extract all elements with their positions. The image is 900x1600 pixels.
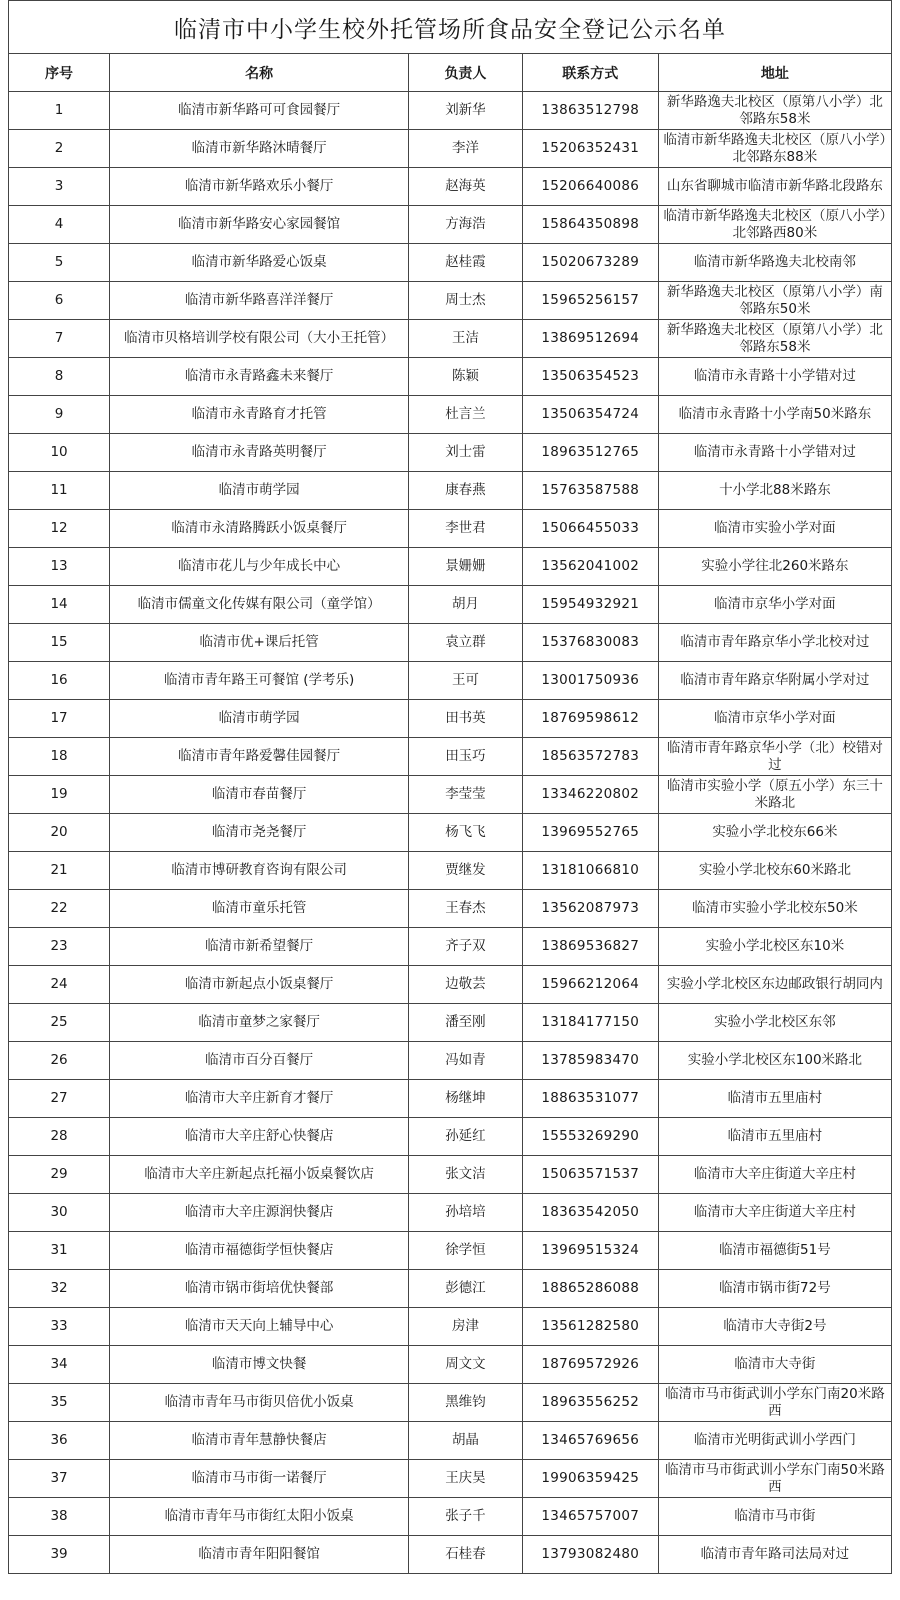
table-row xyxy=(9,282,892,320)
cell-no: 36 xyxy=(9,1422,110,1460)
cell-address: 临清市大寺街 xyxy=(658,1346,891,1384)
cell-name: 临清市新希望餐厅 xyxy=(110,928,409,966)
cell-no: 7 xyxy=(9,320,110,358)
cell-address: 新华路逸夫北校区（原第八小学）南邻路东50米 xyxy=(658,282,891,320)
header-address: 地址 xyxy=(658,54,891,92)
table-row xyxy=(9,1232,892,1270)
cell-name: 临清市青年阳阳餐馆 xyxy=(110,1536,409,1574)
cell-no: 33 xyxy=(9,1308,110,1346)
registration-table xyxy=(8,0,892,1574)
cell-person: 王洁 xyxy=(409,320,522,358)
cell-person: 李莹莹 xyxy=(409,776,522,814)
cell-name: 临清市青年马市街红太阳小饭桌 xyxy=(110,1498,409,1536)
cell-no: 16 xyxy=(9,662,110,700)
cell-person: 田玉巧 xyxy=(409,738,522,776)
cell-person: 徐学恒 xyxy=(409,1232,522,1270)
cell-phone: 18363542050 xyxy=(522,1194,658,1232)
table-row xyxy=(9,1080,892,1118)
cell-phone: 13346220802 xyxy=(522,776,658,814)
cell-address: 临清市锅市街72号 xyxy=(658,1270,891,1308)
document-page xyxy=(8,0,892,1600)
cell-address: 临清市大寺街2号 xyxy=(658,1308,891,1346)
cell-name: 临清市青年马市街贝倍优小饭桌 xyxy=(110,1384,409,1422)
cell-no: 17 xyxy=(9,700,110,738)
cell-no: 30 xyxy=(9,1194,110,1232)
table-row xyxy=(9,1156,892,1194)
cell-name: 临清市萌学园 xyxy=(110,700,409,738)
cell-name: 临清市青年路王可餐馆 (学考乐) xyxy=(110,662,409,700)
table-row xyxy=(9,966,892,1004)
table-row xyxy=(9,244,892,282)
cell-phone: 15063571537 xyxy=(522,1156,658,1194)
cell-no: 37 xyxy=(9,1460,110,1498)
cell-no: 25 xyxy=(9,1004,110,1042)
cell-address: 临清市马市街武训小学东门南50米路西 xyxy=(658,1460,891,1498)
cell-name: 临清市永青路鑫未来餐厅 xyxy=(110,358,409,396)
cell-phone: 13793082480 xyxy=(522,1536,658,1574)
cell-address: 临清市京华小学对面 xyxy=(658,700,891,738)
cell-phone: 13506354724 xyxy=(522,396,658,434)
cell-address: 新华路逸夫北校区（原第八小学）北邻路东58米 xyxy=(658,320,891,358)
cell-address: 实验小学北校区东邻 xyxy=(658,1004,891,1042)
cell-person: 边敬芸 xyxy=(409,966,522,1004)
table-row xyxy=(9,1118,892,1156)
cell-phone: 15020673289 xyxy=(522,244,658,282)
table-row xyxy=(9,890,892,928)
table-row xyxy=(9,928,892,966)
cell-person: 刘新华 xyxy=(409,92,522,130)
cell-no: 23 xyxy=(9,928,110,966)
cell-name: 临清市青年慧静快餐店 xyxy=(110,1422,409,1460)
cell-address: 临清市永青路十小学南50米路东 xyxy=(658,396,891,434)
cell-name: 临清市新华路欢乐小餐厅 xyxy=(110,168,409,206)
cell-phone: 13863512798 xyxy=(522,92,658,130)
cell-phone: 15966212064 xyxy=(522,966,658,1004)
cell-no: 10 xyxy=(9,434,110,472)
table-row xyxy=(9,1422,892,1460)
cell-address: 临清市实验小学对面 xyxy=(658,510,891,548)
table-row xyxy=(9,1004,892,1042)
cell-person: 张子千 xyxy=(409,1498,522,1536)
cell-phone: 13562041002 xyxy=(522,548,658,586)
cell-phone: 13184177150 xyxy=(522,1004,658,1042)
cell-no: 18 xyxy=(9,738,110,776)
cell-phone: 13561282580 xyxy=(522,1308,658,1346)
cell-address: 新华路逸夫北校区（原第八小学）北邻路东58米 xyxy=(658,92,891,130)
cell-address: 临清市实验小学北校东50米 xyxy=(658,890,891,928)
table-row xyxy=(9,1270,892,1308)
cell-address: 临清市新华路逸夫北校区（原八小学）北邻路西80米 xyxy=(658,206,891,244)
cell-name: 临清市永青路英明餐厅 xyxy=(110,434,409,472)
cell-person: 房津 xyxy=(409,1308,522,1346)
cell-no: 6 xyxy=(9,282,110,320)
cell-phone: 15965256157 xyxy=(522,282,658,320)
cell-address: 临清市永青路十小学错对过 xyxy=(658,434,891,472)
table-row xyxy=(9,1460,892,1498)
cell-address: 临清市马市街武训小学东门南20米路西 xyxy=(658,1384,891,1422)
cell-no: 11 xyxy=(9,472,110,510)
table-row xyxy=(9,700,892,738)
table-row xyxy=(9,434,892,472)
cell-name: 临清市贝格培训学校有限公司（大小王托管） xyxy=(110,320,409,358)
document-title: 临清市中小学生校外托管场所食品安全登记公示名单 xyxy=(9,1,892,54)
cell-phone: 13785983470 xyxy=(522,1042,658,1080)
cell-address: 实验小学北校东60米路北 xyxy=(658,852,891,890)
cell-name: 临清市大辛庄新起点托福小饭桌餐饮店 xyxy=(110,1156,409,1194)
table-row xyxy=(9,358,892,396)
cell-person: 袁立群 xyxy=(409,624,522,662)
cell-name: 临清市锅市街培优快餐部 xyxy=(110,1270,409,1308)
cell-name: 临清市大辛庄舒心快餐店 xyxy=(110,1118,409,1156)
cell-person: 王庆昊 xyxy=(409,1460,522,1498)
cell-phone: 13465769656 xyxy=(522,1422,658,1460)
cell-name: 临清市新华路爱心饭桌 xyxy=(110,244,409,282)
cell-address: 临清市马市街 xyxy=(658,1498,891,1536)
cell-person: 李世君 xyxy=(409,510,522,548)
cell-no: 31 xyxy=(9,1232,110,1270)
cell-address: 山东省聊城市临清市新华路北段路东 xyxy=(658,168,891,206)
cell-phone: 18963512765 xyxy=(522,434,658,472)
cell-no: 5 xyxy=(9,244,110,282)
cell-name: 临清市博研教育咨询有限公司 xyxy=(110,852,409,890)
cell-person: 刘士雷 xyxy=(409,434,522,472)
cell-phone: 13869536827 xyxy=(522,928,658,966)
table-row xyxy=(9,624,892,662)
table-row xyxy=(9,548,892,586)
cell-person: 潘至刚 xyxy=(409,1004,522,1042)
cell-name: 临清市福德街学恒快餐店 xyxy=(110,1232,409,1270)
cell-person: 齐子双 xyxy=(409,928,522,966)
cell-phone: 13869512694 xyxy=(522,320,658,358)
cell-person: 胡晶 xyxy=(409,1422,522,1460)
cell-address: 临清市青年路司法局对过 xyxy=(658,1536,891,1574)
cell-name: 临清市春苗餐厅 xyxy=(110,776,409,814)
cell-phone: 15206640086 xyxy=(522,168,658,206)
cell-no: 32 xyxy=(9,1270,110,1308)
cell-address: 实验小学北校区东10米 xyxy=(658,928,891,966)
cell-phone: 18563572783 xyxy=(522,738,658,776)
cell-phone: 13562087973 xyxy=(522,890,658,928)
cell-phone: 15206352431 xyxy=(522,130,658,168)
cell-no: 22 xyxy=(9,890,110,928)
cell-name: 临清市花儿与少年成长中心 xyxy=(110,548,409,586)
cell-phone: 15553269290 xyxy=(522,1118,658,1156)
table-row xyxy=(9,1498,892,1536)
cell-person: 田书英 xyxy=(409,700,522,738)
cell-no: 28 xyxy=(9,1118,110,1156)
cell-no: 13 xyxy=(9,548,110,586)
table-row xyxy=(9,776,892,814)
cell-person: 杨飞飞 xyxy=(409,814,522,852)
cell-phone: 13181066810 xyxy=(522,852,658,890)
cell-phone: 18865286088 xyxy=(522,1270,658,1308)
table-row xyxy=(9,1384,892,1422)
cell-address: 临清市青年路京华附属小学对过 xyxy=(658,662,891,700)
cell-address: 实验小学北校区东边邮政银行胡同内 xyxy=(658,966,891,1004)
cell-person: 孙培培 xyxy=(409,1194,522,1232)
cell-address: 临清市京华小学对面 xyxy=(658,586,891,624)
header-person: 负责人 xyxy=(409,54,522,92)
cell-person: 赵海英 xyxy=(409,168,522,206)
cell-person: 景姗姗 xyxy=(409,548,522,586)
cell-phone: 15954932921 xyxy=(522,586,658,624)
cell-phone: 13465757007 xyxy=(522,1498,658,1536)
table-row xyxy=(9,662,892,700)
table-row xyxy=(9,1536,892,1574)
cell-name: 临清市新华路喜洋洋餐厅 xyxy=(110,282,409,320)
cell-name: 临清市新起点小饭桌餐厅 xyxy=(110,966,409,1004)
cell-phone: 13969552765 xyxy=(522,814,658,852)
cell-phone: 18769598612 xyxy=(522,700,658,738)
table-row xyxy=(9,814,892,852)
header-name: 名称 xyxy=(110,54,409,92)
cell-phone: 13001750936 xyxy=(522,662,658,700)
table-row xyxy=(9,92,892,130)
table-row xyxy=(9,130,892,168)
cell-no: 15 xyxy=(9,624,110,662)
cell-address: 临清市福德街51号 xyxy=(658,1232,891,1270)
table-row xyxy=(9,586,892,624)
cell-person: 胡月 xyxy=(409,586,522,624)
cell-phone: 15864350898 xyxy=(522,206,658,244)
cell-name: 临清市永清路腾跃小饭桌餐厅 xyxy=(110,510,409,548)
cell-phone: 18769572926 xyxy=(522,1346,658,1384)
cell-no: 3 xyxy=(9,168,110,206)
cell-no: 21 xyxy=(9,852,110,890)
cell-no: 4 xyxy=(9,206,110,244)
cell-person: 石桂春 xyxy=(409,1536,522,1574)
cell-no: 14 xyxy=(9,586,110,624)
cell-name: 临清市博文快餐 xyxy=(110,1346,409,1384)
cell-address: 十小学北88米路东 xyxy=(658,472,891,510)
cell-no: 20 xyxy=(9,814,110,852)
cell-name: 临清市百分百餐厅 xyxy=(110,1042,409,1080)
cell-name: 临清市天天向上辅导中心 xyxy=(110,1308,409,1346)
cell-name: 临清市马市街一诺餐厅 xyxy=(110,1460,409,1498)
cell-phone: 18963556252 xyxy=(522,1384,658,1422)
cell-address: 临清市大辛庄街道大辛庄村 xyxy=(658,1194,891,1232)
cell-address: 临清市五里庙村 xyxy=(658,1118,891,1156)
cell-address: 实验小学北校区东100米路北 xyxy=(658,1042,891,1080)
cell-person: 冯如青 xyxy=(409,1042,522,1080)
cell-name: 临清市童乐托管 xyxy=(110,890,409,928)
cell-address: 临清市新华路逸夫北校区（原八小学）北邻路东88米 xyxy=(658,130,891,168)
cell-person: 周士杰 xyxy=(409,282,522,320)
cell-no: 35 xyxy=(9,1384,110,1422)
cell-name: 临清市大辛庄新育才餐厅 xyxy=(110,1080,409,1118)
table-row xyxy=(9,168,892,206)
cell-phone: 15763587588 xyxy=(522,472,658,510)
cell-no: 2 xyxy=(9,130,110,168)
cell-phone: 13969515324 xyxy=(522,1232,658,1270)
cell-no: 8 xyxy=(9,358,110,396)
cell-person: 赵桂霞 xyxy=(409,244,522,282)
cell-person: 方海浩 xyxy=(409,206,522,244)
cell-person: 李洋 xyxy=(409,130,522,168)
table-row xyxy=(9,1042,892,1080)
table-row xyxy=(9,396,892,434)
cell-no: 26 xyxy=(9,1042,110,1080)
table-row xyxy=(9,852,892,890)
cell-no: 34 xyxy=(9,1346,110,1384)
table-row xyxy=(9,472,892,510)
cell-person: 周文文 xyxy=(409,1346,522,1384)
cell-person: 康春燕 xyxy=(409,472,522,510)
cell-no: 27 xyxy=(9,1080,110,1118)
cell-name: 临清市永青路育才托管 xyxy=(110,396,409,434)
cell-name: 临清市新华路沐晴餐厅 xyxy=(110,130,409,168)
cell-name: 临清市新华路可可食园餐厅 xyxy=(110,92,409,130)
cell-person: 王春杰 xyxy=(409,890,522,928)
table-row xyxy=(9,206,892,244)
cell-person: 杜言兰 xyxy=(409,396,522,434)
table-row xyxy=(9,1308,892,1346)
cell-person: 孙延红 xyxy=(409,1118,522,1156)
cell-name: 临清市儒童文化传媒有限公司（童学馆） xyxy=(110,586,409,624)
cell-no: 19 xyxy=(9,776,110,814)
cell-name: 临清市童梦之家餐厅 xyxy=(110,1004,409,1042)
cell-address: 临清市新华路逸夫北校南邻 xyxy=(658,244,891,282)
cell-address: 临清市五里庙村 xyxy=(658,1080,891,1118)
cell-address: 临清市大辛庄街道大辛庄村 xyxy=(658,1156,891,1194)
cell-person: 黑维钧 xyxy=(409,1384,522,1422)
cell-name: 临清市大辛庄源润快餐店 xyxy=(110,1194,409,1232)
cell-no: 29 xyxy=(9,1156,110,1194)
cell-person: 杨继坤 xyxy=(409,1080,522,1118)
cell-no: 1 xyxy=(9,92,110,130)
cell-no: 24 xyxy=(9,966,110,1004)
cell-no: 38 xyxy=(9,1498,110,1536)
cell-person: 贾继发 xyxy=(409,852,522,890)
cell-address: 实验小学北校东66米 xyxy=(658,814,891,852)
cell-no: 39 xyxy=(9,1536,110,1574)
table-row xyxy=(9,1194,892,1232)
table-row xyxy=(9,738,892,776)
cell-address: 临清市永青路十小学错对过 xyxy=(658,358,891,396)
header-no: 序号 xyxy=(9,54,110,92)
cell-phone: 15066455033 xyxy=(522,510,658,548)
cell-no: 12 xyxy=(9,510,110,548)
cell-address: 临清市实验小学（原五小学）东三十米路北 xyxy=(658,776,891,814)
cell-person: 彭德江 xyxy=(409,1270,522,1308)
cell-no: 9 xyxy=(9,396,110,434)
cell-phone: 19906359425 xyxy=(522,1460,658,1498)
table-row xyxy=(9,510,892,548)
cell-address: 临清市光明街武训小学西门 xyxy=(658,1422,891,1460)
table-body xyxy=(9,92,892,1574)
cell-person: 张文洁 xyxy=(409,1156,522,1194)
cell-phone: 15376830083 xyxy=(522,624,658,662)
cell-address: 临清市青年路京华小学北校对过 xyxy=(658,624,891,662)
cell-address: 临清市青年路京华小学（北）校错对过 xyxy=(658,738,891,776)
cell-name: 临清市尧尧餐厅 xyxy=(110,814,409,852)
cell-address: 实验小学往北260米路东 xyxy=(658,548,891,586)
cell-name: 临清市优+课后托管 xyxy=(110,624,409,662)
header-phone: 联系方式 xyxy=(522,54,658,92)
cell-phone: 13506354523 xyxy=(522,358,658,396)
table-header-row xyxy=(9,54,892,92)
table-row xyxy=(9,1346,892,1384)
table-row xyxy=(9,320,892,358)
cell-person: 陈颖 xyxy=(409,358,522,396)
cell-name: 临清市青年路爱馨佳园餐厅 xyxy=(110,738,409,776)
cell-name: 临清市萌学园 xyxy=(110,472,409,510)
cell-person: 王可 xyxy=(409,662,522,700)
cell-phone: 18863531077 xyxy=(522,1080,658,1118)
cell-name: 临清市新华路安心家园餐馆 xyxy=(110,206,409,244)
